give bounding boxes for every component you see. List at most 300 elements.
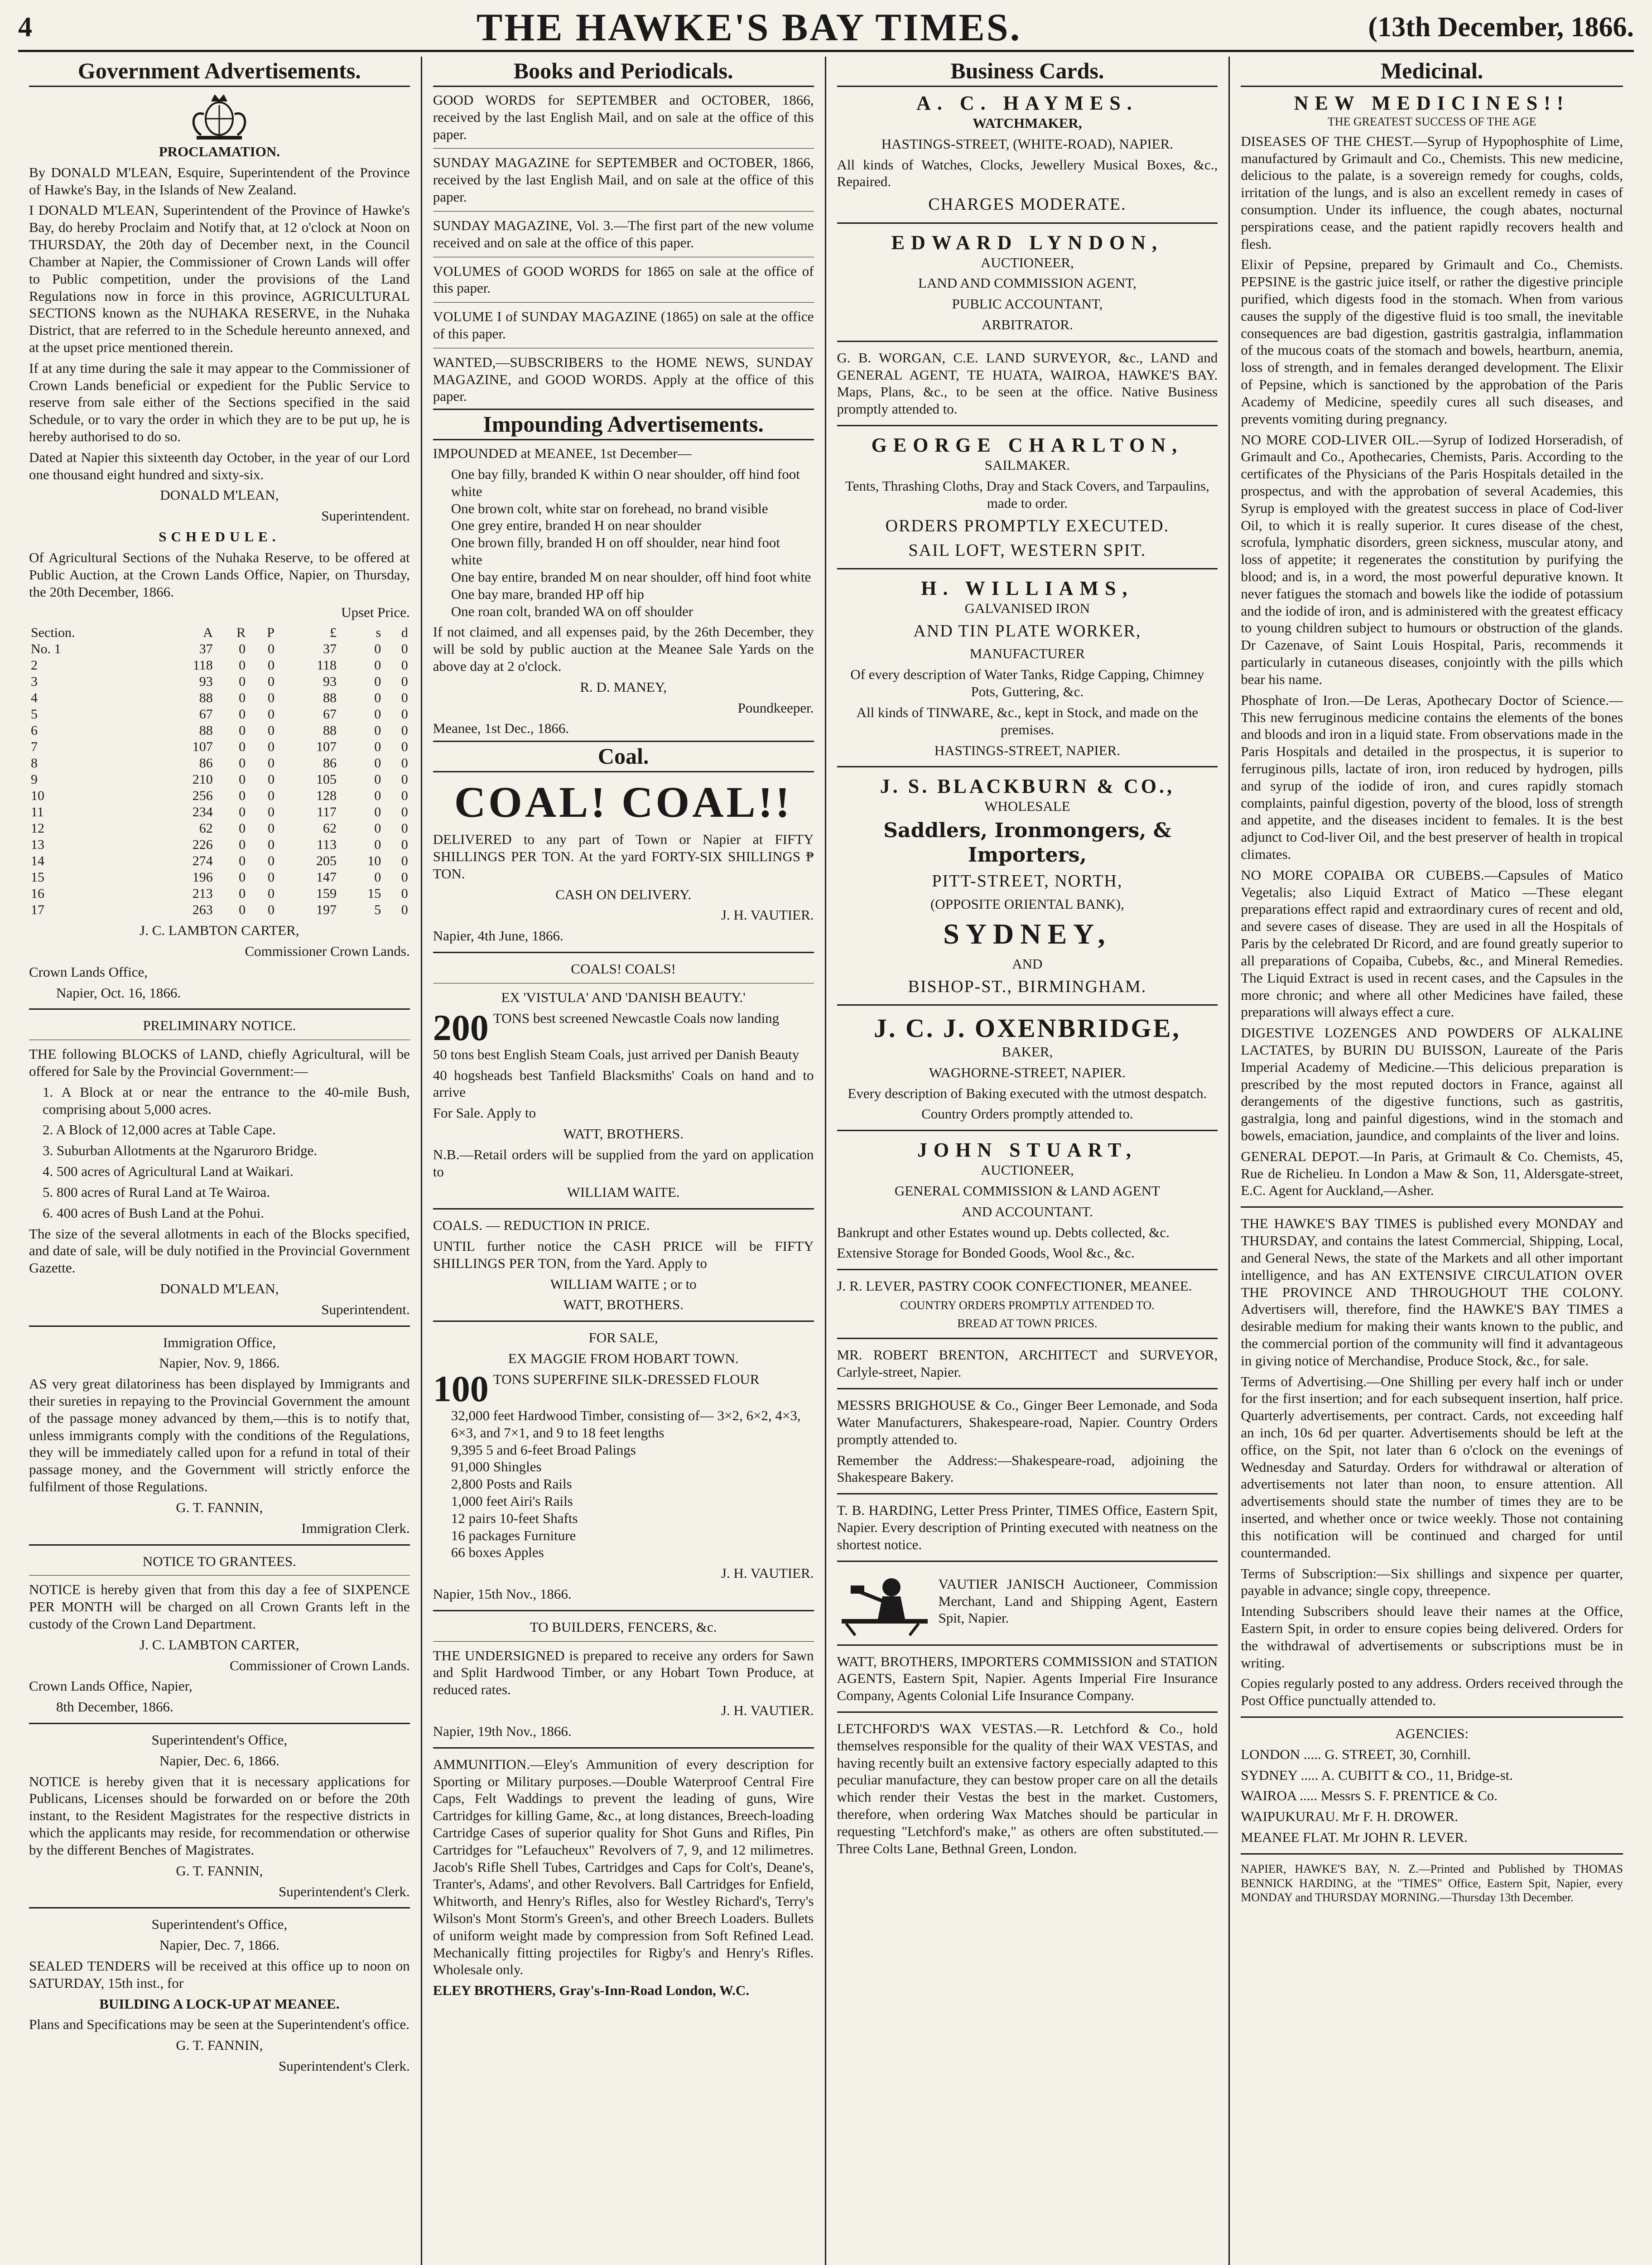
preliminary-footer: The size of the several allotments in each of the Blocks specified, and date of sale, will be duly notified in the Provincial Government Gazette. [29,1225,410,1276]
table-cell: 0 [401,886,408,901]
table-row [29,820,410,837]
schedule-header-row [29,625,410,641]
grantees-title: NOTICE TO GRANTEES. [142,1553,296,1569]
impound-item: One bay mare, branded HP off hip [451,586,644,602]
table-cell: 5 [31,707,38,722]
grantees-signer-title: Commissioner of Crown Lands. [229,1657,410,1673]
forsale-item: 16 packages Furniture [451,1527,576,1543]
table-cell: 0 [374,707,381,722]
agencies-title: AGENCIES: [1395,1725,1469,1742]
table-row [29,723,410,739]
preliminary-item: 6. 400 acres of Bush Land at the Pohui. [43,1205,265,1221]
charlton-orders: ORDERS PROMPTLY EXECUTED. [885,516,1170,535]
lyndon-line: ARBITRATOR. [981,317,1073,333]
table-row [29,902,410,918]
haymes-address: HASTINGS-STREET, (WHITE-ROAD), NAPIER. [881,135,1174,152]
licenses-office: Superintendent's Office, [151,1732,288,1748]
table-cell: 0 [374,805,381,820]
table-cell: 5 [374,902,381,918]
table-cell: 10 [31,788,44,804]
coal2-number: 200 [433,1007,489,1048]
divider [837,1130,1218,1131]
schedule-header: A [203,625,213,641]
lyndon-line: LAND AND COMMISSION AGENT, [918,275,1137,291]
blackburn-city: SYDNEY, [943,917,1112,950]
agency-item [1241,1787,1623,1804]
table-cell: 159 [316,886,337,901]
divider [837,766,1218,767]
table-cell: 107 [316,739,337,755]
forsale-list [451,1407,814,1561]
medicine-paragraph: NO MORE COD-LIVER OIL.—Syrup of Iodized Horseradish, of Grimault and Co., Apothecaries, Chemists, Paris. According to the certificates of the Physicians of the Paris Hospitals detailed in the prospectus, and with the approbation of several Academies, this Syrup is employed with the greatest success in place of Cod-liver Oil, to which it is really superior. It cures disease of the chest, scrofula, lymphatic disorders, green sickness, muscular atony, and loss of appetite; it regenerates the constitution by purifying the blood; and is, in a word, the most powerful depurative known. It never fatigues the stomach and bowels like the iodide of potassium and the iodide of iron, and is administered with the greatest efficacy to young children subject to humours or obstruction of the glands. Dr Cazenave, of Saint Louis Hospital, Paris, recommends it particularly in cutaneous diseases, conjointly with the pills which bear his name. [1241,431,1623,687]
coal2-line: 50 tons best English Steam Coals, just arrived per Danish Beauty [433,1046,800,1062]
immigration-date: Napier, Nov. 9, 1866. [159,1355,280,1371]
forsale-item: 66 boxes Apples [451,1544,544,1561]
issue-date: (13th December, 1866. [1368,11,1634,43]
table-cell: 0 [239,788,246,804]
table-cell: 37 [199,641,213,657]
table-cell: 0 [374,723,381,738]
blackburn-line: AND [1012,955,1043,972]
agency-place: WAIPUKURAU. [1241,1808,1343,1825]
forsale-item: 12 pairs 10-feet Shafts [451,1510,578,1526]
table-cell: 0 [239,853,246,869]
columns [18,57,1634,2265]
impound-list [451,466,814,620]
table-cell: 0 [401,739,408,755]
schedule-intro: Of Agricultural Sections of the Nuhaka Reserve, to be offered at Public Auction, at the Crown Lands Office, Napier, on Thursday, the 20th December, 1866. [29,549,410,600]
forsale-item: 32,000 feet Hardwood Timber, consisting of— 3×2, 6×2, 4×3, 6×3, and 7×1, and 9 to 18 feet lengths [451,1407,801,1441]
book-notice: SUNDAY MAGAZINE for SEPTEMBER and OCTOBER, 1866, received by the last English Mail, and on sale at the office of this paper. [433,154,814,205]
table-cell: 10 [367,853,381,869]
agency-place: LONDON ..... [1241,1746,1325,1762]
tenders-building: BUILDING A LOCK-UP AT MEANEE. [99,1995,340,2012]
immigration-office: Immigration Office, [163,1334,276,1350]
table-cell: 0 [267,870,275,885]
times-notice-paragraph: THE HAWKE'S BAY TIMES is published every MONDAY and THURSDAY, and contains the latest Commercial, Shipping, Local, and General News, the state of the Markets and all other important intelligence, and has AN EXTENSIVE CIRCULATION OVER THE PROVINCE AND THROUGHOUT THE COLONY. Advertisers will, therefore, find the HAWKE'S BAY TIMES a desirable medium for making their wants known to the public, and the commercial portion of the community will find it advantageous in giving notice of Merchandise, Produce Stock, &c., for sale. [1241,1215,1623,1369]
table-cell: 0 [267,805,275,820]
coal2-block [433,1007,814,1048]
preliminary-title: PRELIMINARY NOTICE. [143,1017,296,1034]
table-cell: 274 [192,853,213,869]
blackburn-line: PITT-STREET, NORTH, [932,872,1123,891]
times-notice-paragraph: Copies regularly posted to any address. Orders received through the Post Office punctually attended to. [1241,1675,1623,1709]
oxenbridge-body: Every description of Baking executed with the utmost despatch. [848,1085,1207,1101]
divider [1241,1206,1623,1208]
coal2-signer-2: WILLIAM WAITE. [567,1184,680,1200]
divider [837,1644,1218,1646]
table-row [29,853,410,869]
table-cell: 0 [267,788,275,804]
agency-place: MEANEE FLAT. [1241,1829,1343,1846]
tenders-signer-title: Superintendent's Clerk. [279,2058,410,2074]
impound-signer: R. D. MANEY, [580,679,667,695]
coal2-line: 40 hogsheads best Tanfield Blacksmiths' Coals on hand and to arrive [433,1067,814,1100]
table-cell: 88 [199,723,213,738]
blackburn-line: (OPPOSITE ORIENTAL BANK), [930,896,1124,912]
table-cell: 118 [193,658,213,673]
brenton-body: MR. ROBERT BRENTON, ARCHITECT and SURVEYOR, Carlyle-street, Napier. [837,1347,1218,1380]
divider [1241,1716,1623,1718]
table-cell: 213 [192,886,213,901]
schedule-header: d [401,625,408,641]
table-cell: 14 [31,853,44,869]
blackburn-line: WHOLESALE [984,798,1070,814]
forsale-subtitle: EX MAGGIE FROM HOBART TOWN. [508,1350,739,1367]
divider [433,1320,814,1322]
schedule-table [29,625,410,918]
divider [837,1711,1218,1713]
brighouse-remember: Remember the Address:—Shakespeare-road, adjoining the Shakespeare Bakery. [837,1452,1218,1485]
impound-item: One bay filly, branded K within O near shoulder, off hind foot white [451,466,800,499]
coal3-signer-2: WATT, BROTHERS. [563,1296,684,1313]
divider [29,1008,410,1010]
immigration-body: AS very great dilatoriness has been displayed by Immigrants and their sureties in repaying to the Provincial Government the amount of the passage money advanced by them,—this is to notify that, unless immigrants comply with the conditions of the Regulations, they will be immediately called upon for a refund in total of their passage money, and the Government will strictly enforce the fulfilment of those Regulations. [29,1376,410,1495]
table-row [29,690,410,706]
table-cell: 0 [239,707,246,722]
table-row [29,886,410,902]
tenders-date: Napier, Dec. 7, 1866. [159,1937,279,1953]
divider [837,425,1218,426]
forsale-block [433,1368,814,1409]
forsale-date: Napier, 15th Nov., 1866. [433,1586,572,1602]
table-cell: 88 [323,690,337,706]
coal2-line: TONS best screened Newcastle Coals now landing [493,1010,780,1026]
table-cell: 2 [31,658,38,673]
agency-place: WAIROA ..... [1241,1788,1321,1804]
divider [29,1575,410,1576]
builders-body: THE UNDERSIGNED is prepared to receive any orders for Sawn and Split Hardwood Timber, or any Hobart Town Produce, at reduced rates. [433,1647,814,1698]
lever-body: J. R. LEVER, PASTRY COOK CONFECTIONER, MEANEE. [837,1278,1192,1294]
tenders-office: Superintendent's Office, [151,1916,288,1932]
agency-item [1241,1746,1623,1763]
harding-body: T. B. HARDING, Letter Press Printer, TIMES Office, Eastern Spit, Napier. Every description of Printing executed with neatness on the shortest notice. [837,1502,1218,1552]
table-row [29,641,410,657]
divider [837,1388,1218,1389]
schedule-upset-label: Upset Price. [341,604,410,621]
divider [837,1493,1218,1494]
table-cell: 0 [374,756,381,771]
schedule-header: R [236,625,246,641]
coal1-date: Napier, 4th June, 1866. [433,928,564,944]
letchford-body: LETCHFORD'S WAX VESTAS.—R. Letchford & Co., hold themselves responsible for the quality of their WAX VESTAS, and having recently built an extensive factory especially adapted to this peculiar manufacture, they can bestow proper care on all the details which render their Vestas the best in the market. Customers, therefore, when ordering Wax Matches should be particular in requesting "Letchford's make," as others are often substituted.—Three Colts Lane, Bethnal Green, London. [837,1720,1218,1856]
table-row [29,706,410,723]
tenders-body: SEALED TENDERS will be received at this office up to noon on SATURDAY, 15th inst., for [29,1957,410,1991]
table-cell: 0 [267,756,275,771]
preliminary-signer-title: Superintendent. [321,1301,410,1317]
preliminary-item: 1. A Block at or near the entrance to the 40-mile Bush, comprising about 5,000 acres. [43,1084,410,1117]
agency-item [1241,1808,1623,1825]
coal3-signer: WILLIAM WAITE ; or to [550,1276,697,1292]
section-heading-business: Business Cards. [837,57,1218,87]
licenses-date: Napier, Dec. 6, 1866. [159,1752,279,1769]
divider [433,1747,814,1749]
immigration-signer-title: Immigration Clerk. [301,1520,410,1536]
preliminary-signer: DONALD M'LEAN, [160,1280,279,1296]
agency-item [1241,1767,1623,1784]
coal1-signer: J. H. VAUTIER. [721,907,814,923]
divider [433,1641,814,1642]
table-cell: 67 [199,707,213,722]
tenders-signer: G. T. FANNIN, [176,2037,263,2053]
medicine-paragraph: DISEASES OF THE CHEST.—Syrup of Hypophosphite of Lime, manufactured by Grimault and Co., Chemists. This new medicine, delicious to the palate, is a sovereign remedy for coughs, colds, irritation of the lungs, and is also an excellent remedy in cases of consumption. Under its influence, the cough abates, nocturnal perspirations cease, and the patient rapidly recovers health and flesh. [1241,133,1623,252]
table-cell: 0 [401,870,408,885]
table-cell: 0 [239,870,246,885]
table-cell: 0 [401,756,408,771]
table-cell: 9 [31,772,38,787]
table-cell: 0 [374,837,381,853]
forsale-number: 100 [433,1368,489,1409]
table-cell: 0 [239,821,246,836]
divider [29,1723,410,1724]
coal2-title: COALS! COALS! [571,961,676,977]
table-cell: 105 [316,772,337,787]
impound-item: One grey entire, branded H on near shoulder [451,517,702,534]
divider [433,1610,814,1611]
table-cell: 0 [267,821,275,836]
table-cell: 0 [374,641,381,657]
licenses-signer: G. T. FANNIN, [176,1862,263,1879]
oxenbridge-name: J. C. J. OXENBRIDGE, [873,1013,1181,1043]
ammunition-signer: ELEY BROTHERS, Gray's-Inn-Road London, W.C. [433,1982,750,1999]
section-heading-medicinal: Medicinal. [1241,57,1623,87]
table-row [29,674,410,690]
table-cell: 0 [374,821,381,836]
section-heading-government: Government Advertisements. [29,57,410,87]
agency-agent: Mr JOHN R. LEVER. [1342,1829,1468,1846]
table-cell: 0 [401,658,408,673]
agency-agent: Messrs S. F. PRENTICE & Co. [1320,1788,1498,1804]
table-cell: 263 [192,902,213,918]
table-cell: 234 [192,805,213,820]
table-cell: 62 [199,821,213,836]
table-cell: 15 [367,886,381,901]
column-books-coal [422,57,826,2265]
williams-line: AND TIN PLATE WORKER, [913,622,1141,641]
forsale-signer: J. H. VAUTIER. [721,1565,814,1581]
impound-item: One brown filly, branded H on off shoulder, near hind foot white [451,535,780,568]
divider [433,1208,814,1210]
agency-place: SYDNEY ..... [1241,1767,1321,1783]
haymes-body: All kinds of Watches, Clocks, Jewellery Musical Boxes, &c., Repaired. [837,156,1218,190]
agency-item [1241,1829,1623,1846]
williams-body-2: All kinds of TINWARE, &c., kept in Stock, and made on the premises. [856,704,1199,737]
table-cell: 0 [374,674,381,689]
medicine-paragraph: DIGESTIVE LOZENGES AND POWDERS OF ALKALINE LACTATES, by BURIN DU BUISSON, Laureate of the Paris Imperial Academy of Medicine.—This delicious preparation is prescribed by the most reputed doctors in France, against all derangements of the digestive functions, such as gastritis, gastralgia, long and painful digestions, wind in the stomach and bowels, emaciation, jaundice, and complaints of the liver and loins. [1241,1025,1623,1144]
table-cell: 0 [401,821,408,836]
charlton-body: Tents, Thrashing Cloths, Dray and Stack Covers, and Tarpaulins, made to order. [845,477,1209,511]
impound-signer-title: Poundkeeper. [737,699,814,716]
schedule-signer-title: Commissioner Crown Lands. [245,943,410,959]
builders-date: Napier, 19th Nov., 1866. [433,1723,572,1739]
times-notice-paragraph: Intending Subscribers should leave their names at the Office, Eastern Spit, in order to ensure copies being delivered. Orders for the withdrawal of advertisements or subscriptions must be in writing. [1241,1603,1623,1671]
table-row [29,869,410,886]
preliminary-item: 5. 800 acres of Rural Land at Te Wairoa. [43,1184,270,1200]
table-row [29,837,410,853]
table-cell: 117 [317,805,337,820]
forsale-item: 91,000 Shingles [451,1459,542,1475]
table-cell: 118 [317,658,337,673]
table-row [29,771,410,788]
impound-item: One bay entire, branded M on near shoulder, off hind foot white [451,569,811,585]
table-cell: 0 [267,853,275,869]
table-cell: 0 [401,837,408,853]
agencies-list [1241,1746,1623,1846]
table-cell: 0 [239,723,246,738]
coal2-nb: N.B.—Retail orders will be supplied from the yard on application to [433,1146,814,1180]
table-cell: 12 [31,821,44,836]
divider [837,1269,1218,1270]
table-cell: 0 [239,739,246,755]
table-cell: 0 [374,772,381,787]
table-cell: 0 [267,707,275,722]
table-cell: 0 [401,788,408,804]
grantees-date: 8th December, 1866. [56,1699,173,1715]
table-cell: 17 [31,902,44,918]
grantees-body: NOTICE is hereby given that from this day a fee of SIXPENCE PER MONTH will be charged on all Crown Grants left in the custody of the Crown Land Department. [29,1581,410,1632]
table-cell: 0 [374,788,381,804]
table-cell: 113 [317,837,337,853]
divider [837,341,1218,342]
preliminary-item: 3. Suburban Allotments at the Ngaruroro Bridge. [43,1142,318,1159]
table-cell: 0 [401,772,408,787]
schedule-header: P [267,625,275,641]
medicine-paragraph: Elixir of Pepsine, prepared by Grimault and Co., Chemists. PEPSINE is the gastric juice itself, or rather the digestive principle purified, which digests food in the stomach. When from various causes the supply of the digestive fluid is too small, the inevitable consequences are bad digestion, gastritis gastralgia, inflammation of the mucous coats of the stomach and bowels, heartburn, anemia, loss of strength, and in females deranged development. The Elixir of Pepsine, which is sanctioned by the approbation of the Paris Academy of Medicine, speedily cures all such diseases, and prevents vomiting during pregnancy. [1241,256,1623,427]
divider [29,1325,410,1327]
schedule-title: SCHEDULE. [159,529,280,545]
coal3-body: UNTIL further notice the CASH PRICE will be FIFTY SHILLINGS PER TON, from the Yard. Apply to [433,1238,814,1271]
table-cell: 0 [267,658,275,673]
coal2-for-sale: For Sale. Apply to [433,1105,536,1121]
book-notice: WANTED,—SUBSCRIBERS to the HOME NEWS, SUNDAY MAGAZINE, and GOOD WORDS. Apply at the office of this paper. [433,354,814,405]
divider [29,1907,410,1908]
table-cell: 0 [239,886,246,901]
divider [1241,1853,1623,1855]
medicine-paragraph: Phosphate of Iron.—De Leras, Apothecary Doctor of Science.—This new ferruginous medicine contains the elements of the bones and bloods and iron in a liquid state. From observations made in the Paris Hospitals and detailed in the prospectus, it is superior to ferruginous pills, lactate of iron, iron reduced by hydrogen, pills and syrup of the iodide of iron, and cures rapidly stomach complaints, painful digestion, poverty of the blood, loss of strength and appetite, and the diseases incident to females. It is the best adjunct to Cod-liver Oil, and the best preserver of health in tropical climates. [1241,692,1623,863]
coal1-cash: CASH ON DELIVERY. [555,886,692,902]
table-cell: 210 [192,772,213,787]
stuart-line: GENERAL COMMISSION & LAND AGENT [894,1182,1160,1199]
charlton-trade: SAILMAKER. [984,457,1070,473]
masthead [18,5,1634,52]
divider [433,148,814,149]
divider [837,568,1218,569]
lyndon-line: AUCTIONEER, [980,254,1074,270]
stuart-line: AUCTIONEER, [980,1162,1074,1178]
royal-crest-icon [183,92,255,141]
coal2-signer: WATT, BROTHERS. [563,1125,684,1142]
divider [29,1544,410,1546]
medicines-subtitle: THE GREATEST SUCCESS OF THE AGE [1327,115,1536,128]
divider [837,1338,1218,1339]
charlton-name: GEORGE CHARLTON, [871,434,1184,457]
section-heading-books: Books and Periodicals. [433,57,814,87]
table-row [29,788,410,804]
table-cell: 256 [192,788,213,804]
times-notice-paragraph: Terms of Subscription:—Six shillings and sixpence per quarter, payable in advance; single copy, threepence. [1241,1565,1623,1599]
table-cell: 67 [323,707,337,722]
table-cell: 4 [31,690,38,706]
schedule-header: £ [330,625,337,641]
table-cell: 0 [267,674,275,689]
book-notice: VOLUMES of GOOD WORDS for 1865 on sale at the office of this paper. [433,263,814,296]
imprint: NAPIER, HAWKE'S BAY, N. Z.—Printed and Published by THOMAS BENNICK HARDING, at the "TIMES" Office, Eastern Spit, Napier, every MONDAY and THURSDAY MORNING.—Thursday 13th December. [1241,1862,1623,1904]
book-notice: VOLUME I of SUNDAY MAGAZINE (1865) on sale at the office of this paper. [433,308,814,342]
oxenbridge-address: WAGHORNE-STREET, NAPIER. [929,1064,1126,1080]
table-row [29,739,410,755]
table-cell: 0 [267,641,275,657]
times-notice-paragraph: Terms of Advertising.—One Shilling per every half inch or under for the first insertion; and for each subsequent insertion, half price. Quarterly advertisements, per contract. Cards, not exceeding half an inch, 10s 6d per quarter. Advertisements should be left at the office, on the Spit, not later than 6 o'clock on the evenings of Wednesday and Saturday. Orders for withdrawal or alteration of advertisements not later than noon, to ensure attention. All advertisements should state the number of times they are to be inserted, and whether once or twice weekly. Those not containing this notification will be continued and charged for until countermanded. [1241,1373,1623,1561]
coal-headline: COAL! COAL!! [454,778,793,827]
table-cell: 0 [401,674,408,689]
coal3-title: COALS. — REDUCTION IN PRICE. [433,1217,650,1234]
divider [837,1561,1218,1562]
agency-agent: A. CUBITT & CO., 11, Bridge-st. [1321,1767,1513,1783]
forsale-line: TONS SUPERFINE SILK-DRESSED FLOUR [493,1371,760,1387]
proclamation-signer: DONALD M'LEAN, [160,487,279,503]
table-cell: 197 [316,902,337,918]
licenses-body: NOTICE is hereby given that it is necessary applications for Publicans, Licenses should be forwarded on or before the 20th instant, to the Resident Magistrates for the respective districts in which the applicants may reside, for recommendation or otherwise by the different Benches of Magistrates. [29,1773,410,1858]
coal2-ships: EX 'VISTULA' AND 'DANISH BEAUTY.' [501,989,746,1005]
licenses-signer-title: Superintendent's Clerk. [279,1883,410,1899]
table-cell: 0 [239,837,246,853]
williams-place: HASTINGS-STREET, NAPIER. [934,742,1120,758]
table-cell: 11 [31,805,44,820]
table-cell: 0 [401,707,408,722]
table-cell: 0 [401,805,408,820]
table-cell: 62 [323,821,337,836]
auctioneer-engraving-icon [837,1569,932,1637]
divider [433,211,814,212]
table-cell: 88 [323,723,337,738]
newspaper-title: THE HAWKE'S BAY TIMES. [476,5,1022,49]
charlton-place: SAIL LOFT, WESTERN SPIT. [908,540,1146,560]
proclamation-body: I DONALD M'LEAN, Superintendent of the Province of Hawke's Bay, do hereby Proclaim and Notify that, at 12 o'clock at Noon on THURSDAY, the 20th day of December next, in the Council Chamber at Napier, the Commissioner of Crown Lands will offer to Public competition, under the provisions of the Land Regulations now in force in this province, AGRICULTURAL SECTIONS known as the NUHAKA RESERVE, in the Nuhaka District, that are referred to in the Schedule hereunto annexed, and at the upset price mentioned therein. [29,202,410,355]
brighouse-body: MESSRS BRIGHOUSE & Co., Ginger Beer Lemonade, and Soda Water Manufacturers, Shakespeare-road, Napier. Country Orders promptly attended to. [837,1397,1218,1447]
table-cell: 205 [316,853,337,869]
preliminary-item: 2. A Block of 12,000 acres at Table Cape. [43,1122,276,1138]
haymes-trade: WATCHMAKER, [973,115,1082,131]
vautier-body: VAUTIER JANISCH Auctioneer, Commission Merchant, Land and Shipping Agent, Eastern Spit, Napier. [938,1576,1218,1626]
section-heading-coal: Coal. [433,741,814,772]
table-cell: 88 [199,690,213,706]
stuart-body-2: Extensive Storage for Bonded Goods, Wool &c., &c. [837,1245,1135,1261]
table-cell: 0 [267,723,275,738]
table-cell: 226 [192,837,213,853]
agency-agent: Mr F. H. DROWER. [1342,1808,1458,1825]
table-cell: 0 [374,658,381,673]
stuart-line: AND ACCOUNTANT. [962,1203,1093,1219]
schedule-office-date: Napier, Oct. 16, 1866. [56,984,181,1001]
book-notice: GOOD WORDS for SEPTEMBER and OCTOBER, 1866, received by the last English Mail, and on sale at the office of this paper. [433,92,814,142]
proclamation-body-2: If at any time during the sale it may appear to the Commissioner of Crown Lands beneficial or expedient for the Public Service to reserve from sale either of the Sections specified in the said Schedule, or to vary the order in which they are to be put up, he is hereby authorised to do so. [29,360,410,444]
table-cell: 0 [374,870,381,885]
oxenbridge-trade: BAKER, [1002,1043,1053,1060]
impound-place-date: Meanee, 1st Dec., 1866. [433,720,569,737]
table-cell: 86 [323,756,337,771]
williams-name: H. WILLIAMS, [921,577,1134,600]
table-cell: 0 [239,641,246,657]
column-government [18,57,422,2265]
blackburn-line: BISHOP-ST., BIRMINGHAM. [908,977,1147,996]
table-cell: 37 [323,641,337,657]
table-row [29,804,410,820]
table-cell: 0 [239,805,246,820]
stuart-name: JOHN STUART, [917,1139,1137,1161]
worgan-body: G. B. WORGAN, C.E. LAND SURVEYOR, &c., LAND and GENERAL AGENT, TE HUATA, WAIROA, HAWKE'S BAY. Maps, Plans, &c., to be seen at the office. Native Business promptly attended to. [837,349,1218,417]
immigration-signer: G. T. FANNIN, [176,1499,263,1515]
table-cell: 93 [199,674,213,689]
